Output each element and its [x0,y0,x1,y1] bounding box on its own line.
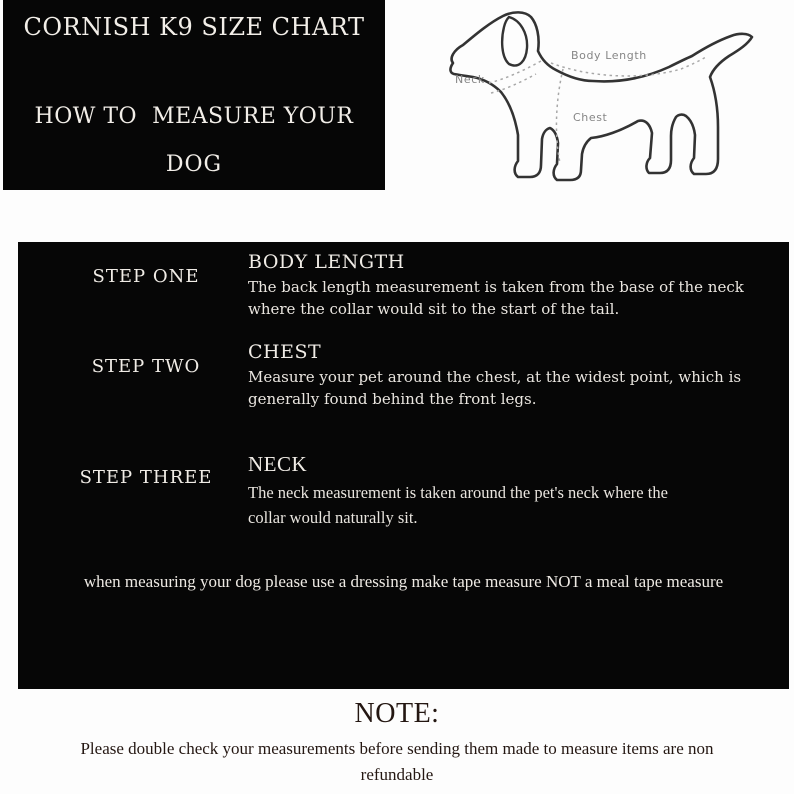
step-one-label: STEP ONE [92,266,200,287]
step-three-heading: NECK [248,452,308,476]
step-three-row [18,452,789,531]
diagram-label-neck: Neck [455,73,485,86]
step-three-label-col [18,452,248,531]
step-two-heading: CHEST [248,341,322,363]
step-three-content [248,452,789,531]
step-two-label: STEP TWO [91,356,201,377]
diagram-label-chest: Chest [573,111,608,124]
tape-measure-footnote: when measuring your dog please use a dressing make tape measure NOT a meal tape measure [83,572,724,591]
step-two-content [248,341,789,411]
step-three-label: STEP THREE [79,467,213,488]
step-two-label-col [18,341,248,411]
dog-ear-path [502,17,527,66]
step-one-row [18,251,789,321]
diagram-label-body-length: Body Length [571,49,647,62]
note-body-text: Please double check your measurements before sending them made to measure items are non refundable [80,739,714,784]
step-three-description: The neck measurement is taken around the pet's neck where the collar would naturally sit. [248,483,668,527]
note-heading: NOTE: [354,698,440,729]
step-two-description: Measure your pet around the chest, at the widest point, which is generally found behind the front legs. [248,368,742,408]
step-one-content [248,251,789,321]
page-subtitle-line1: HOW TO MEASURE YOUR [34,104,354,129]
neck-measure-dotted-line [489,61,541,83]
chest-dotted-line [556,69,563,163]
header-panel [3,0,385,190]
page-title: CORNISH K9 SIZE CHART [23,13,365,41]
step-one-description: The back length measurement is taken from the base of the neck where the collar would sit to the start of the tail. [248,278,744,318]
step-one-heading: BODY LENGTH [248,251,405,273]
step-two-row [18,341,789,411]
note-section [0,698,794,787]
dog-outline-illustration [443,3,765,205]
page-subtitle-line2: DOG [165,152,223,177]
dog-measurement-diagram [443,3,765,205]
dog-silhouette-path [450,12,752,180]
step-one-label-col [18,251,248,321]
measuring-steps-panel [18,242,789,689]
